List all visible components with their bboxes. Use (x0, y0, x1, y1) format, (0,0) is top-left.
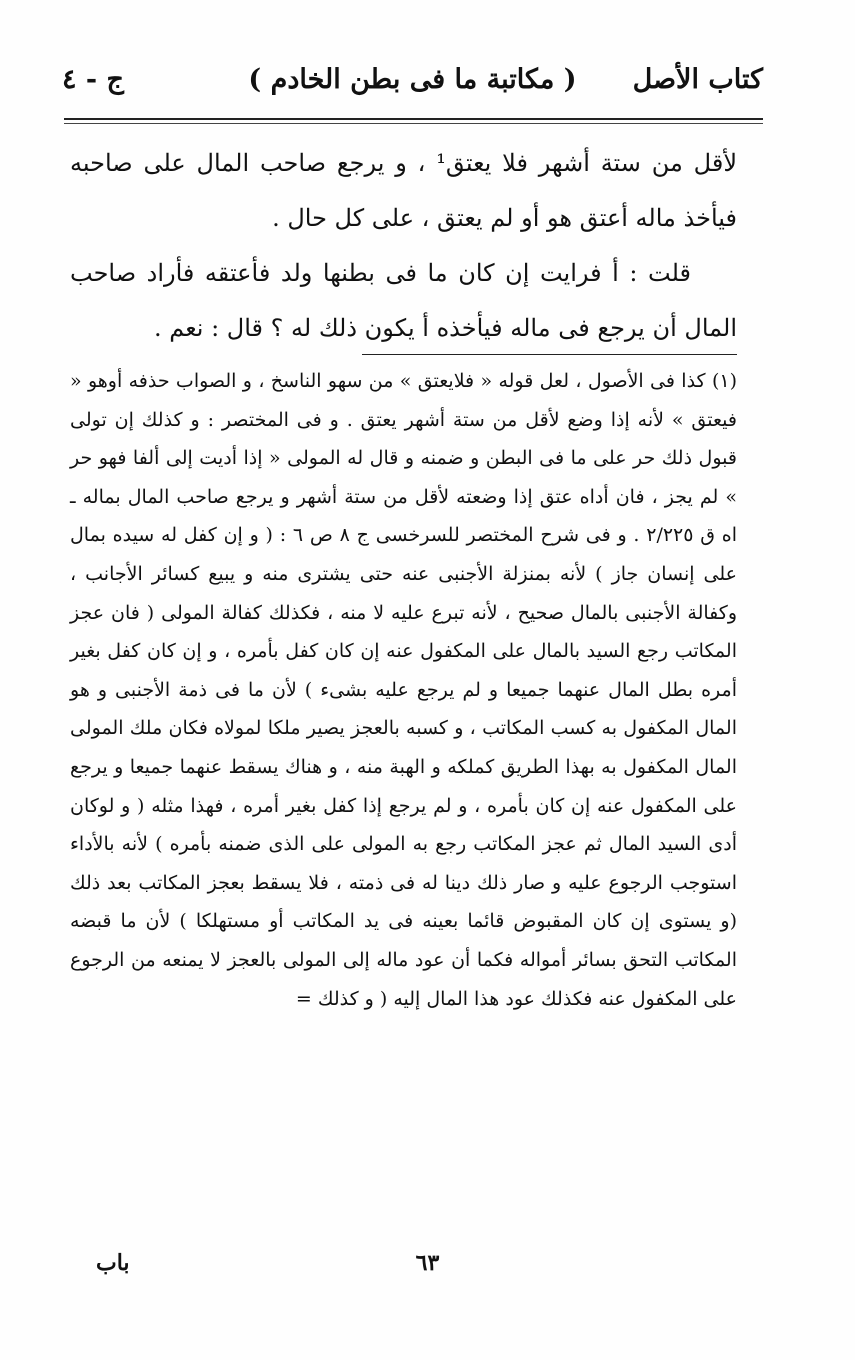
main-text (70, 136, 737, 356)
footnote-text: (١) كذا فى الأصول ، لعل قوله « فلايعتق » من سهو الناسخ ، و الصواب حذفه أوهو « فيعتق » لأنه إذا وضع لأقل من ستة أشهر يعتق . و فى المختصر : و كذلك إن تولى قبول ذلك حر على ما فى البطن و ضمنه و قال له المولى « إذا أديت إلى ألفا فهو حر » لم يجز ، فان أداه عتق إذا وضعته لأقل من ستة أشهر و يرجع صاحب المال بماله ـ اه ق ٢/٢٢٥ . و فى شرح المختصر للسرخسى ج ٨ ص ٦ : ( و إن كفل له سيده بمال على إنسان جاز ) لأنه بمنزلة الأجنبى عنه حتى يشترى منه و يبيع كسائر الأجانب ، وكفالة الأجنبى بالمال صحيح ، لأنه تبرع عليه لا منه ، فكذلك كفالة المولى ( فان عجز المكاتب رجع السيد بالمال على المكفول عنه إن كان كفل بأمره ، و إن كان كفل بغير أمره بطل المال عنهما جميعا و لم يرجع عليه بشىء ) لأن ما فى ذمة الأجنبى و هو المال المكفول به كسب المكاتب ، و كسبه بالعجز يصير ملكا لمولاه فكان ملك المولى المال المكفول به بهذا الطريق كملكه و الهبة منه ، و هناك يسقط عنهما جميعا و يرجع على المكفول عنه إن كان بأمره ، و لم يرجع إذا كفل بغير أمره ، فهذا مثله ( و لوكان أدى السيد المال ثم عجز المكاتب رجع به المولى على الذى ضمنه بأمره ) لأنه بالأداء استوجب الرجوع عليه و صار ذلك دينا له فى ذمته ، فلا يسقط بعجز المكاتب بعد ذلك (و يستوى إن كان المقبوض قائما بعينه فى يد المكاتب أو مستهلكا ) لأن ما قبضه المكاتب التحق بسائر أمواله فكما أن عود ماله إلى المولى بالعجز لا يمنعه من الرجوع على المكفول عنه فكذلك عود هذا المال إليه ( و كذلك = (70, 370, 737, 1010)
footnote-separator (362, 354, 737, 355)
catchword: باب (96, 1250, 130, 1276)
main-paragraph: قلت : أ فرايت إن كان ما فى بطنها ولد فأعتقه فأراد صاحب المال أن يرجع فى ماله فيأخذه أ يكون ذلك له ؟ قال : نعم . (70, 259, 737, 342)
volume-number: ج - ٤ (62, 64, 124, 95)
header-rule (64, 118, 763, 120)
running-header (62, 64, 763, 108)
main-paragraph: لأقل من ستة أشهر فلا يعتق¹ ، و يرجع صاحب المال على صاحبه فيأخذ ماله أعتق هو أو لم يعتق ، على كل حال . (70, 149, 738, 232)
page-number: ٦٣ (415, 1250, 440, 1276)
header-rule-thin (64, 123, 763, 124)
chapter-title: ( مكاتبة ما فى بطن الخادم ) (248, 64, 577, 95)
footnote (70, 362, 737, 1018)
book-title: كتاب الأصل (632, 64, 763, 95)
